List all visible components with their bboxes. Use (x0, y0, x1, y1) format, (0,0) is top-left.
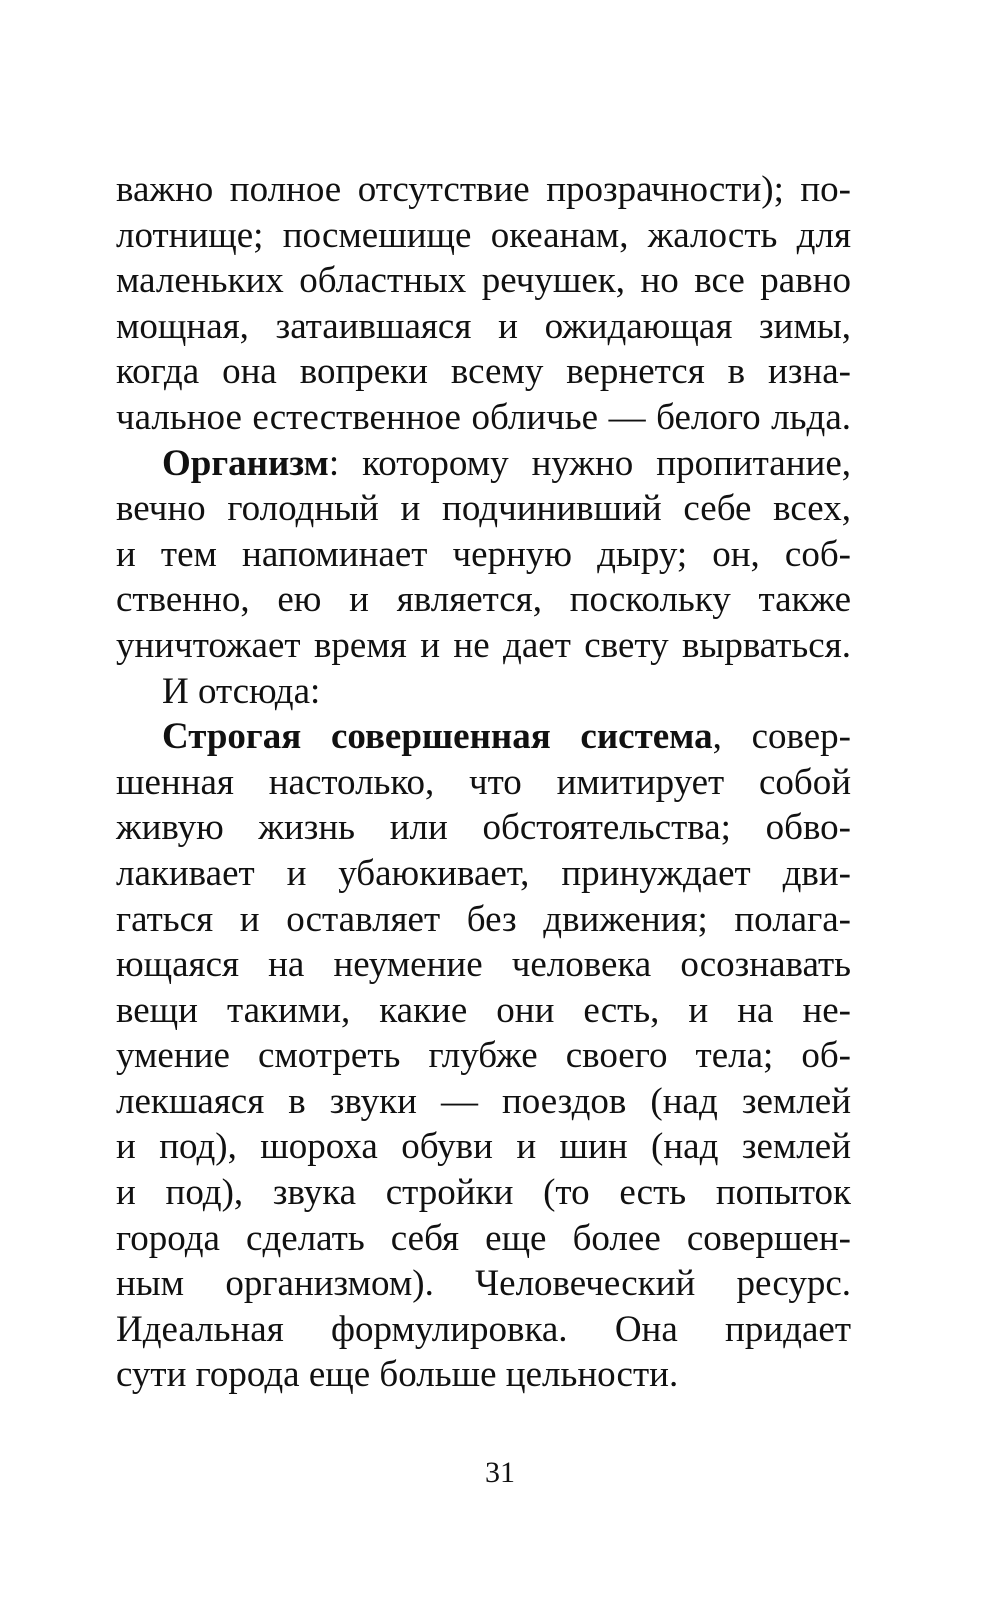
text-line: города сделать себя еще более совершен- (116, 1217, 851, 1259)
text-line: вечно голодный и подчинивший себе всех, (116, 488, 851, 530)
text-line: Идеальная формулировка. Она придает (116, 1308, 851, 1350)
term-definition-start: : которому нужно пропитание, (328, 442, 851, 484)
text-line: гаться и оставляет без движения; полага- (116, 898, 851, 940)
body-text (116, 167, 851, 1398)
term-organism: Организм (162, 442, 329, 484)
text-line: умение смотреть глубже своего тела; об- (116, 1035, 851, 1077)
text-line: и под), звука стройки (то есть попыток (116, 1172, 851, 1214)
text-line: ным организмом). Человеческий ресурс. (116, 1263, 851, 1305)
text-line: когда она вопреки всему вернется в изна- (116, 351, 851, 393)
text-line: вещи такими, какие они есть, и на не- (116, 989, 851, 1031)
paragraph-4 (116, 714, 851, 1398)
text-line: уничтожает время и не дает свету вырваться. (116, 624, 851, 666)
text-line: ющаяся на неумение человека осознавать (116, 944, 851, 986)
text-line: лакивает и убаюкивает, принуждает дви- (116, 852, 851, 894)
text-line: живую жизнь или обстоятельства; обво- (116, 807, 851, 849)
text-line: ственно, ею и является, поскольку также (116, 579, 851, 621)
text-line: важно полное отсутствие прозрачности); по- (116, 169, 851, 210)
paragraph-1 (116, 167, 851, 441)
text-line: мощная, затаившаяся и ожидающая зимы, (116, 305, 851, 347)
page-number: 31 (485, 1456, 515, 1489)
term-definition-start: , совер- (712, 716, 851, 758)
text-line: И отсюда: (162, 670, 321, 712)
paragraph-2 (116, 441, 851, 669)
text-line: чальное естественное обличье — белого льда. (116, 396, 851, 438)
text-line: сути города еще больше цельности. (116, 1354, 679, 1396)
text-line (116, 441, 851, 487)
text-line: лотнище; посмешище океанам, жалость для (116, 214, 851, 256)
text-line: лекшаяся в звуки — поездов (над землей (116, 1080, 851, 1122)
text-line: и под), шороха обуви и шин (над землей (116, 1126, 851, 1168)
text-line: и тем напоминает черную дыру; он, соб- (116, 533, 851, 575)
text-line: шенная настолько, что имитирует собой (116, 761, 851, 803)
term-strict-system: Строгая совершенная система (162, 716, 713, 758)
paragraph-3 (116, 669, 851, 715)
text-line: маленьких областных речушек, но все равно (116, 260, 851, 302)
text-line (116, 714, 851, 760)
